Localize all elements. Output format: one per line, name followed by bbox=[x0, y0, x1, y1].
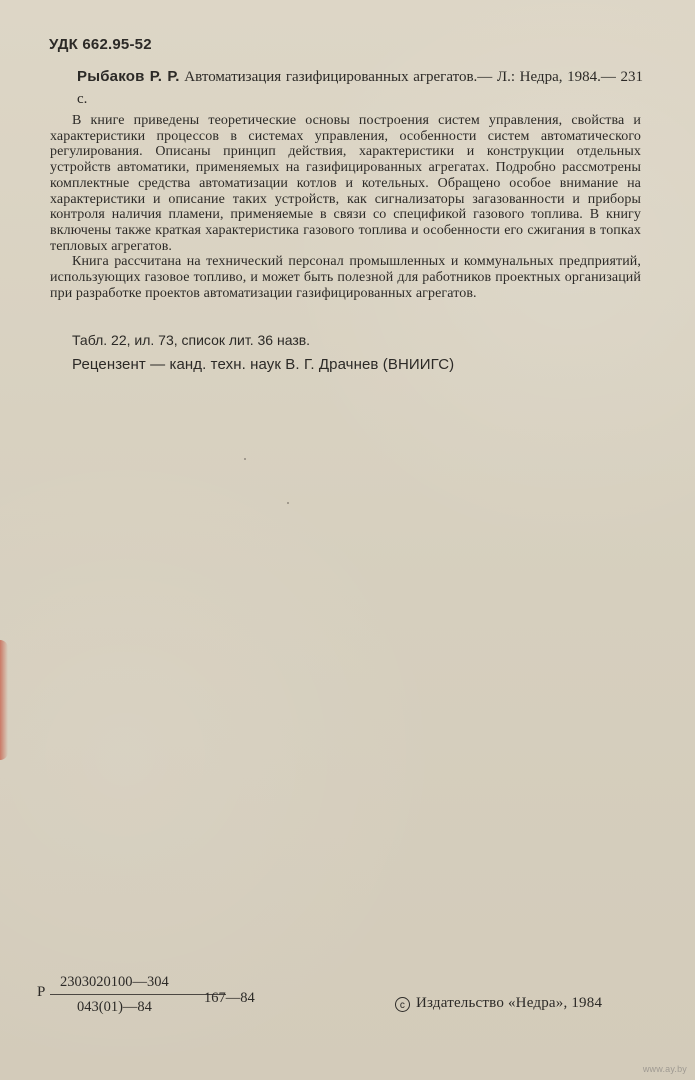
imprint-block bbox=[37, 974, 317, 1022]
reviewer-line: Рецензент — канд. техн. наук В. Г. Драчнев (ВНИИГС) bbox=[72, 356, 455, 373]
bibliographic-entry bbox=[77, 66, 643, 110]
bibliographic-author: Рыбаков Р. Р. bbox=[77, 68, 180, 85]
imprint-side-code: 167—84 bbox=[204, 990, 255, 1006]
paper-speck bbox=[244, 458, 246, 460]
imprint-top-code: 2303020100—304 bbox=[60, 974, 169, 990]
imprint-divider bbox=[50, 994, 226, 995]
annotation-paragraph-1: В книге приведены теоретические основы построения систем управления, свойства и характеристики процессов в системах управления, особенности систем автоматического регулирования. Описаны принцип действия, характеристики и конструкции отдельных устройств автоматики, применяемых на газифицированных агрегатах. Подробно рассмотрены комплектные средства автоматизации котлов и котельных. Обращено особое внимание на характеристики и описание таких устройств, как сигнализаторы загазованности и приборы контроля наличия пламени, применяемые в связи со спецификой газового топлива. В книгу включены также краткая характеристика газового топлива и особенности его сжигания в топках тепловых агрегатов. bbox=[50, 113, 641, 254]
annotation-paragraph-2: Книга рассчитана на технический персонал промышленных и коммунальных предприятий, использующих газовое топливо, и может быть полезной для работников проектных организаций при разработке проектов автоматизации газифицированных агрегатов. bbox=[50, 254, 641, 301]
watermark: www.ay.by bbox=[642, 1064, 687, 1074]
page-edge-shadow bbox=[0, 640, 8, 760]
publisher-text: Издательство «Недра», 1984 bbox=[416, 995, 603, 1011]
bibliographic-details: Автоматизация газифицированных агрегатов.— Л.: Недра, 1984.— 231 с. bbox=[77, 69, 643, 107]
paper-speck bbox=[287, 502, 289, 504]
book-statistics: Табл. 22, ил. 73, список лит. 36 назв. bbox=[72, 332, 311, 348]
imprint-bottom-code: 043(01)—84 bbox=[77, 999, 152, 1015]
udk-code: УДК 662.95-52 bbox=[49, 36, 152, 53]
copyright-icon: c bbox=[395, 997, 410, 1012]
publisher-line bbox=[395, 995, 602, 1012]
imprint-letter: Р bbox=[37, 984, 46, 1000]
annotation-block bbox=[50, 113, 641, 301]
